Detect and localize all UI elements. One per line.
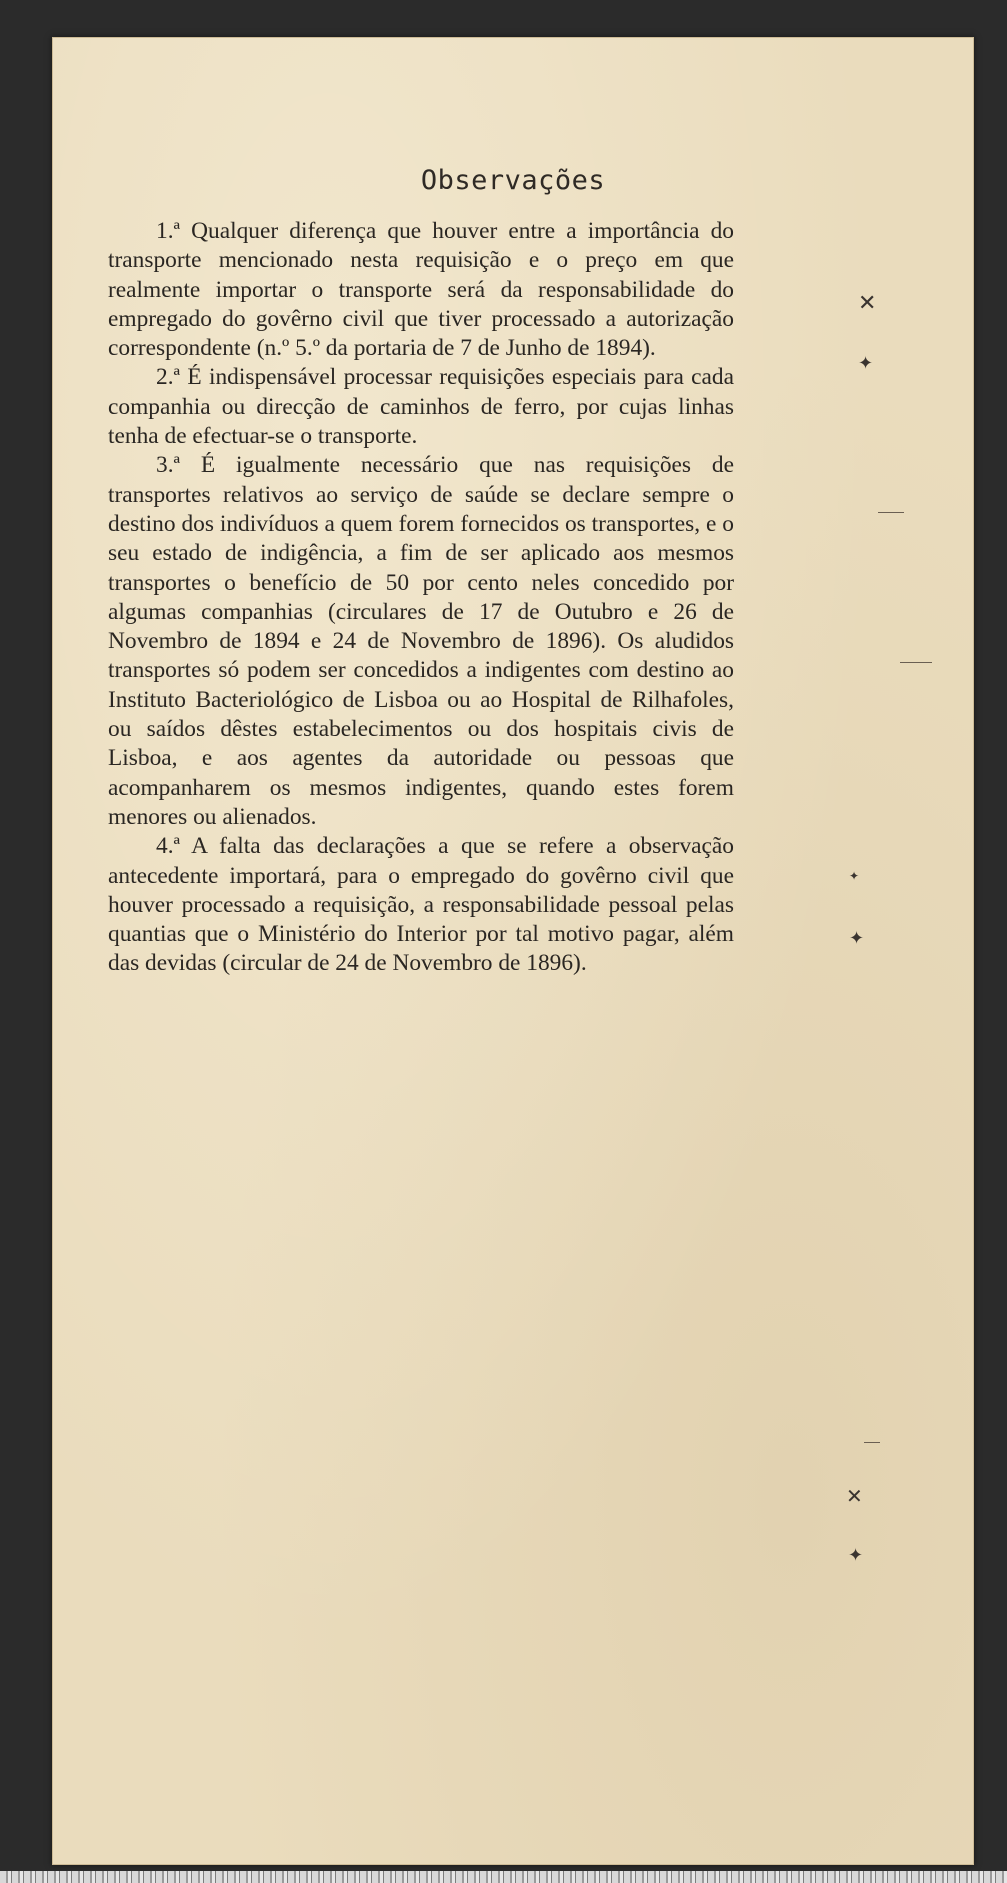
- pencil-mark: [864, 1442, 880, 1443]
- observation-text: A falta das declarações a que se refere a observação antecedente importará, para o empregado do govêrno civil que houver processado a requisição, a responsabilidade pessoal pelas quantias que o Ministério do Interior por tal motivo pagar, além das devidas (circular de 24 de Novembro de 1896).: [108, 833, 734, 977]
- observation-number: 3.ª: [156, 452, 180, 479]
- scan-scale-bar: [0, 1871, 1007, 1883]
- pin-mark-icon: ✦: [849, 869, 860, 883]
- pin-mark-icon: ✕: [858, 291, 877, 316]
- pin-mark-icon: ✦: [849, 928, 865, 949]
- observation-text: Qualquer diferença que houver entre a importância do transporte mencionado nesta requisição e o preço em que realmente importar o transporte será da responsabilidade do empregado do govêrno civil que tiver processado a autorização correspondente (n.º 5.º da portaria de 7 de Junho de 1894).: [108, 218, 734, 362]
- pencil-mark: [900, 662, 932, 663]
- observation-paragraph-4: [108, 832, 734, 978]
- observation-text: É igualmente necessário que nas requisições de transportes relativos ao serviço de saúde se declare sempre o destino dos indivíduos a quem forem fornecidos os transportes, e o seu estado de indigência, a fim de ser aplicado aos mesmos transportes o benefício de 50 por cento neles concedido por algumas companhias (circulares de 17 de Outubro e 26 de Novembro de 1894 e 24 de Novembro de 1896). Os aludidos transportes só podem ser concedidos a indigentes com destino ao Instituto Bacteriológico de Lisboa ou ao Hospital de Rilhafoles, ou saídos dêstes estabelecimentos ou dos hospitais civis de Lisboa, e aos agentes da autoridade ou pessoas que acompanharem os mesmos indigentes, quando estes forem menores ou alienados.: [108, 452, 734, 830]
- observation-number: 4.ª: [156, 833, 180, 860]
- observation-paragraph-3: [108, 451, 734, 832]
- observation-number: 2.ª: [156, 364, 180, 391]
- document-page: [52, 37, 974, 1865]
- observation-paragraph-1: [108, 217, 734, 363]
- pin-mark-icon: ✦: [858, 353, 874, 374]
- observation-paragraph-2: [108, 363, 734, 451]
- document-title: Observações: [420, 165, 606, 196]
- pencil-mark: [878, 512, 904, 513]
- observation-number: 1.ª: [156, 218, 180, 244]
- pin-mark-icon: ✕: [846, 1484, 863, 1508]
- observations-body: [108, 217, 734, 979]
- pin-mark-icon: ✦: [848, 1545, 864, 1566]
- observation-text: É indispensável processar requisições especiais para cada companhia ou direcção de caminhos de ferro, por cujas linhas tenha de efectuar-se o transporte.: [108, 364, 734, 450]
